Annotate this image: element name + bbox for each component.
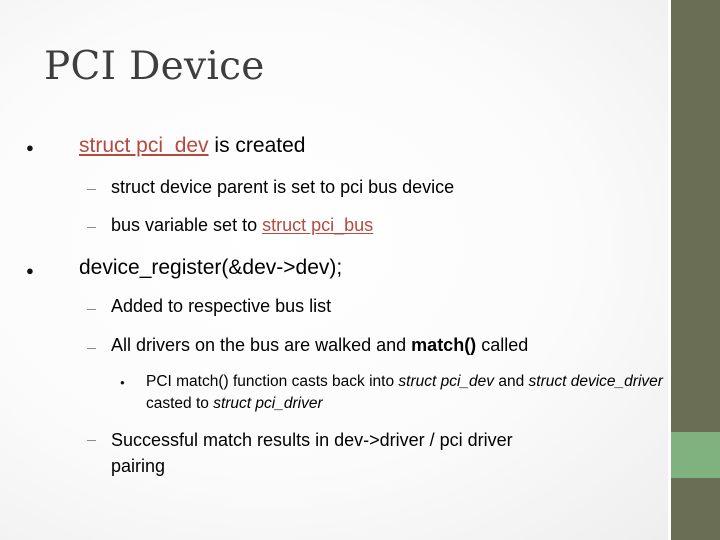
sub-2-3-line1: Successful match results in dev->driver / pci driver [111,430,513,450]
sub-2-3-line2: pairing [111,456,166,476]
sidebar-accent-block [671,432,720,478]
subsub-text [146,371,666,415]
subsub-ital2: struct device_driver [528,373,663,390]
subsub-ital3: struct pci_driver [213,395,323,412]
subsub-ital1: struct pci_dev [398,373,495,390]
sub-2-2-text [111,335,528,356]
bullet-1-rest: is created [208,134,306,157]
slide-title: PCI Device [44,44,265,89]
sub-2-1-text: Added to respective bus list [111,296,332,316]
bullet-dot-1: ● [26,140,34,155]
sub-1-2-prefix: bus variable set to [111,215,263,235]
subsub-part1: PCI match() function casts back into [146,373,399,390]
dash-2-3 [87,440,96,441]
sub-1-1-text: struct device parent is set to pci bus device [111,177,455,197]
dash-1-2 [87,227,96,228]
subsub-dot: ● [120,378,125,387]
bullet-2-text: device_register(&dev->dev); [79,256,343,279]
struct-pci-dev-link[interactable]: struct pci_dev [79,134,209,157]
struct-pci-bus-link[interactable]: struct pci_bus [262,215,374,235]
dash-2-1 [87,309,96,310]
sub-2-2-suffix: called [476,335,529,355]
bullet-dot-2: ● [26,263,34,278]
match-function: match() [411,335,477,355]
dash-2-2 [87,348,96,349]
dash-1-1 [87,189,96,190]
sub-1-2-text [111,215,373,236]
subsub-part3: casted to [146,395,214,412]
bullet-1-text [79,134,305,158]
subsub-part2: and [494,373,529,390]
sub-2-3-text [111,427,513,479]
sub-2-2-prefix: All drivers on the bus are walked and [111,335,412,355]
